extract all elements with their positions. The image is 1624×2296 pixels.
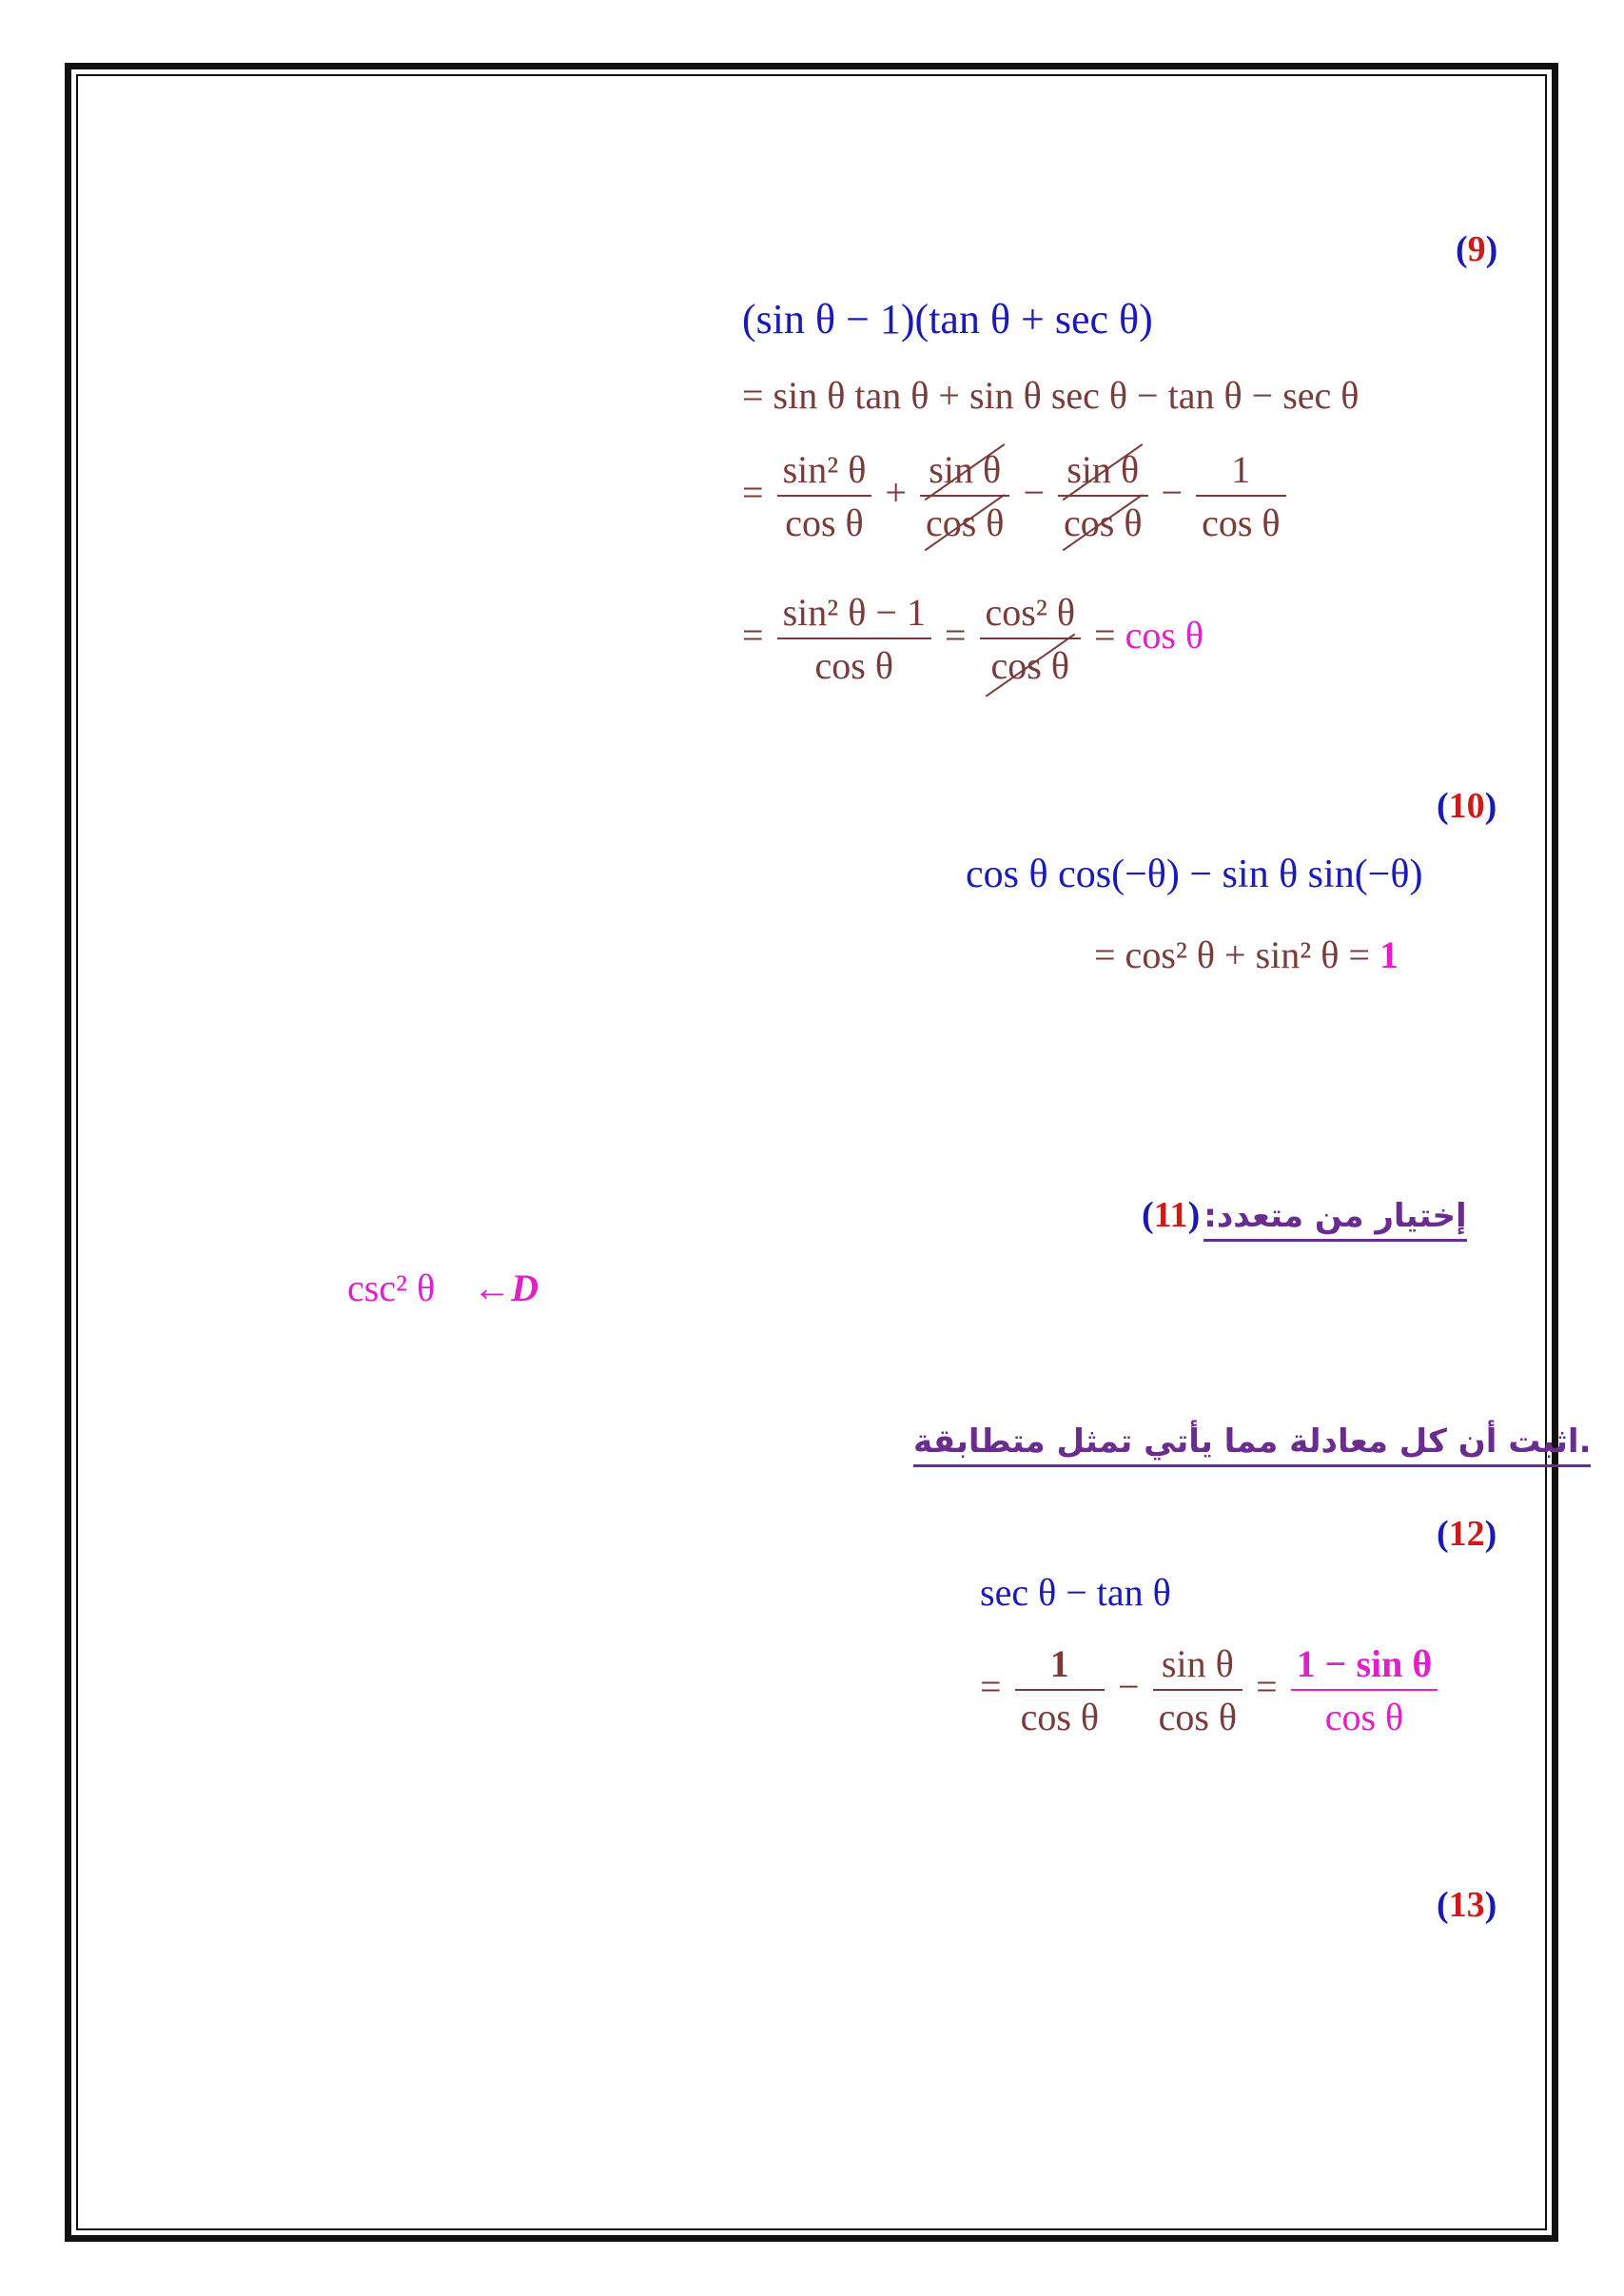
denominator: cos θ xyxy=(814,644,893,687)
equals-sign: = xyxy=(980,1665,1002,1709)
p9-line1: (sin θ − 1)(tan θ + sec θ) xyxy=(742,296,1153,343)
numerator: sin² θ − 1 xyxy=(777,590,931,639)
equals-sign: = xyxy=(742,471,764,515)
problem-10-number: (10) xyxy=(1437,786,1497,826)
minus-sign: − xyxy=(1023,471,1046,515)
fraction-cancelled xyxy=(920,447,1009,546)
fraction xyxy=(777,447,872,546)
problem-9-number: (9) xyxy=(1456,229,1498,269)
equals-sign: = xyxy=(742,614,764,657)
instruction-heading xyxy=(913,1423,1591,1461)
p12-line1: sec θ − tan θ xyxy=(980,1571,1171,1614)
minus-sign: − xyxy=(1118,1665,1140,1709)
p10-result: 1 xyxy=(1379,933,1399,976)
fraction xyxy=(1153,1641,1242,1740)
p11-answer-choice: ←D xyxy=(473,1266,539,1309)
problem-number: 11 xyxy=(1153,1195,1188,1235)
problem-12-number: (12) xyxy=(1437,1514,1497,1554)
problem-number: 12 xyxy=(1448,1514,1485,1554)
denominator: cos θ xyxy=(1058,497,1147,546)
p9-result: cos θ xyxy=(1125,614,1204,657)
numerator: cos² θ xyxy=(980,590,1081,639)
equals-sign: = xyxy=(1094,614,1116,657)
instruction-text: اثبت أن كل معادلة مما يأتي تمثل متطابقة. xyxy=(913,1423,1591,1467)
denominator: cos θ xyxy=(920,497,1009,546)
problem-number: 13 xyxy=(1448,1885,1485,1925)
problem-number: 10 xyxy=(1448,786,1485,826)
numerator: sin² θ xyxy=(777,447,872,497)
problem-11-header xyxy=(1142,1194,1467,1236)
p9-line2: = sin θ tan θ + sin θ sec θ − tan θ − sec θ xyxy=(742,374,1360,417)
fraction xyxy=(1196,447,1285,546)
denominator: cos θ xyxy=(785,501,864,544)
numerator: sin θ xyxy=(1058,447,1147,497)
denominator: cos θ xyxy=(980,639,1081,689)
problem-number: 9 xyxy=(1467,229,1486,269)
numerator: 1 − sin θ xyxy=(1291,1641,1438,1691)
p11-answer-expression: csc² θ xyxy=(347,1266,436,1309)
numerator: 1 xyxy=(1015,1641,1105,1691)
equals-sign: = xyxy=(944,614,967,657)
denominator: cos θ xyxy=(1158,1696,1238,1738)
p11-title: إختيار من متعدد: xyxy=(1203,1197,1466,1242)
denominator: cos θ xyxy=(1324,1696,1404,1738)
p10-expression: = cos² θ + sin² θ = xyxy=(1094,933,1379,976)
equals-sign: = xyxy=(1256,1665,1278,1709)
problem-11-number: (11) xyxy=(1142,1195,1201,1235)
numerator: sin θ xyxy=(920,447,1009,497)
numerator: sin θ xyxy=(1153,1641,1242,1691)
fraction-cancelled xyxy=(1058,447,1147,546)
plus-sign: + xyxy=(885,471,907,515)
numerator: 1 xyxy=(1196,447,1285,497)
minus-sign: − xyxy=(1161,471,1184,515)
fraction xyxy=(1015,1641,1105,1740)
fraction-cancelled xyxy=(980,590,1081,689)
denominator: cos θ xyxy=(1202,501,1281,544)
p9-line4 xyxy=(742,590,1203,689)
fraction-result xyxy=(1291,1641,1438,1740)
p12-line2 xyxy=(980,1641,1441,1740)
denominator: cos θ xyxy=(1020,1696,1100,1738)
fraction xyxy=(777,590,931,689)
p9-line3 xyxy=(742,447,1290,546)
p11-answer xyxy=(347,1266,538,1311)
problem-13-number: (13) xyxy=(1437,1885,1497,1925)
p10-line1: cos θ cos(−θ) − sin θ sin(−θ) xyxy=(966,853,1423,896)
p10-line2 xyxy=(1094,932,1399,978)
